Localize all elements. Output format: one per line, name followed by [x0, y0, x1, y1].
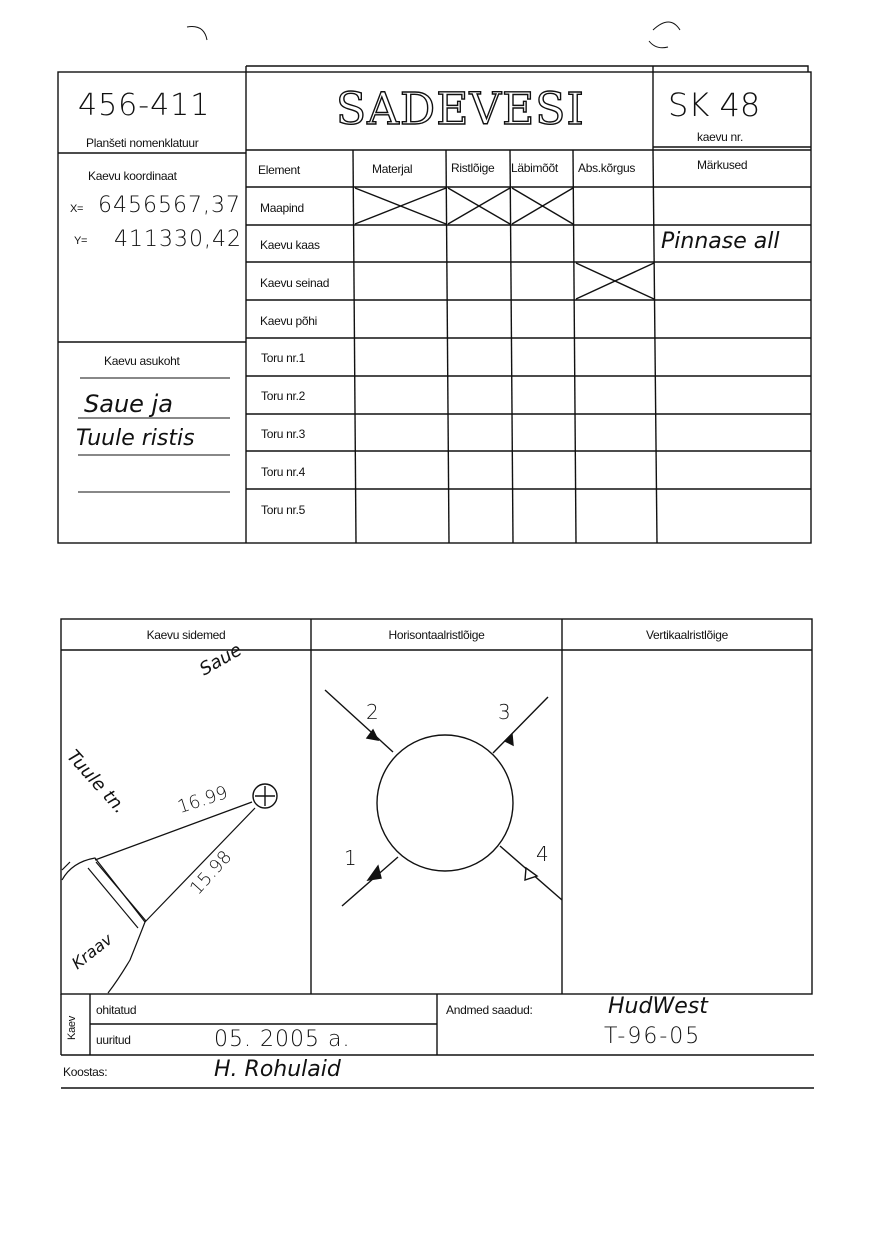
header-kaevu-sidemed: Kaevu sidemed: [146, 628, 226, 642]
location-line-2: Tuule ristis: [76, 426, 195, 451]
header-horisontaalristloige: Horisontaalristlõige: [388, 628, 485, 642]
sketch-street-tuule: Tuule tn.: [62, 746, 131, 819]
remark-kaevu-kaas: Pinnase all: [661, 229, 780, 254]
y-coordinate: 411330,42: [114, 227, 242, 252]
coordinates-label: Kaevu koordinaat: [88, 169, 177, 183]
page-title: SADEVESI: [336, 84, 585, 135]
footer-data-label: Andmed saadud:: [446, 1003, 533, 1017]
sketch-street-saue: Saue: [196, 639, 246, 681]
location-line-1: Saue ja: [84, 390, 173, 418]
well-label: kaevu nr.: [697, 130, 743, 144]
row-kaevu-seinad: Kaevu seinad: [260, 276, 330, 290]
col-labimoot: Läbimõõt: [511, 161, 558, 175]
x-prefix: X=: [70, 203, 84, 215]
col-abs-korgus: Abs.kõrgus: [578, 161, 636, 175]
footer-row1-label: ohitatud: [96, 1003, 137, 1017]
footer-side-label: Kaev: [65, 1016, 78, 1040]
well-id: SK 48: [668, 86, 761, 124]
col-markused: Märkused: [697, 158, 748, 172]
sheet-label: Planšeti nomenklatuur: [86, 136, 199, 150]
y-prefix: Y=: [74, 235, 88, 247]
sketch-ditch: Kraav: [68, 929, 117, 973]
pipe-label-4: 4: [536, 842, 549, 866]
pipe-label-2: 2: [366, 700, 379, 724]
row-kaevu-kaas: Kaevu kaas: [260, 238, 320, 252]
footer-data-value-1: HudWest: [608, 994, 708, 1019]
pipe-label-1: 1: [344, 846, 357, 870]
pipe-label-3: 3: [498, 700, 511, 724]
footer-row2-label: uuritud: [96, 1033, 131, 1047]
col-element: Element: [258, 163, 300, 177]
location-label: Kaevu asukoht: [104, 354, 180, 368]
footer-data-value-2: T-96-05: [604, 1024, 702, 1049]
col-ristloige: Ristlõige: [451, 161, 495, 175]
x-coordinate: 6456567,37: [98, 193, 241, 218]
footer-row2-value: 05. 2005 a.: [214, 1027, 351, 1052]
sketch-distance-1: 16.99: [175, 782, 231, 818]
footer-compiled-label: Koostas:: [63, 1065, 108, 1079]
row-toru-2: Toru nr.2: [261, 389, 305, 403]
row-kaevu-pohi: Kaevu põhi: [260, 314, 318, 328]
footer-compiled-value: H. Rohulaid: [214, 1057, 341, 1082]
col-materjal: Materjal: [372, 162, 413, 176]
row-maapind: Maapind: [260, 201, 304, 215]
row-toru-4: Toru nr.4: [261, 465, 305, 479]
sheet-number: 456-411: [78, 88, 211, 123]
header-vertikaalristloige: Vertikaalristlõige: [646, 628, 728, 642]
sketch-distance-2: 15.98: [186, 846, 237, 900]
row-toru-5: Toru nr.5: [261, 503, 305, 517]
row-toru-1: Toru nr.1: [261, 351, 305, 365]
row-toru-3: Toru nr.3: [261, 427, 305, 441]
